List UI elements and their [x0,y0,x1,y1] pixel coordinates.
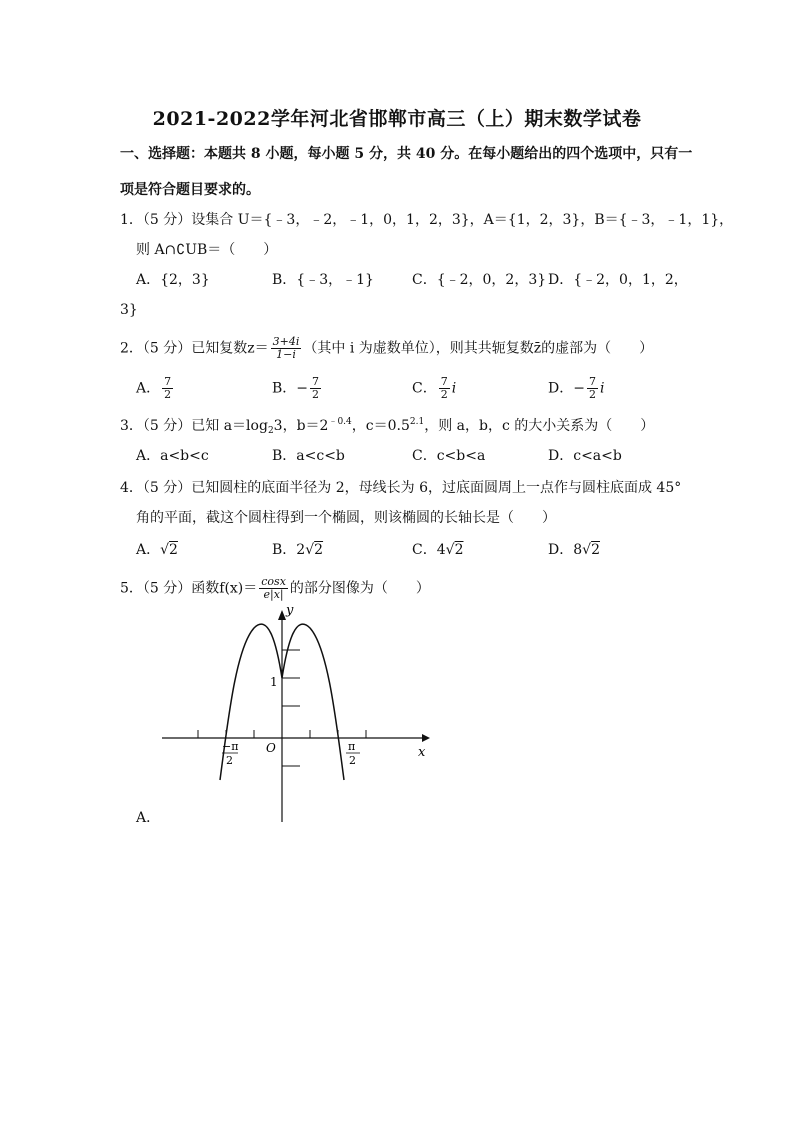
q2-option-a[interactable] [136,376,175,401]
q4-stem-line2: 角的平面，截这个圆柱得到一个椭圆，则该椭圆的长轴长是（ ） [136,510,556,526]
q2-option-b-label: B． [272,380,297,397]
q5-option-a-label[interactable]: A． [136,810,161,826]
section-heading-line1: 一、选择题：本题共 8 小题，每小题 5 分，共 40 分。在每小题给出的四个选项中，只有一 [120,146,693,162]
q2-option-b[interactable] [272,376,323,401]
q5-prefix: 5．（5 分）函数f(x)＝ [120,580,258,597]
q2-option-c-tail: i [451,380,457,397]
q2-option-a-num: 7 [164,375,172,388]
left-tick-label-den: 2 [226,754,233,767]
q1-option-d-continued: 3} [120,302,138,318]
q2-option-b-num: 7 [312,375,320,388]
q2-option-c-den: 2 [440,388,448,401]
q3-exponent-c: 2.1 [409,417,425,427]
q4-option-a-label: A． [136,542,161,558]
q2-option-c-label: C． [412,380,437,397]
q4-option-a[interactable]: A．√2 [136,542,178,558]
x-axis-label: x [418,745,426,760]
q2-option-d-tail: i [599,380,605,397]
q2-option-d-num: 7 [588,375,596,388]
q2-option-b-den: 2 [312,388,320,401]
q3-option-a[interactable]: A．a<b<c [136,448,209,464]
q1-option-d[interactable]: D．{﹣2，0，1，2， [548,272,688,288]
q2-option-b-frac [310,376,321,401]
y-axis-arrow [278,610,286,620]
q2-suffix: （其中 i 为虚数单位），则其共轭复数z̄的虚部为（ ） [303,340,654,357]
q5-frac-num: cosx [261,575,286,588]
q4-option-b-coef: 2 [296,542,306,558]
q2-option-c-num: 7 [440,375,448,388]
q4-option-c-coef: 4 [436,542,446,558]
q3-part4: ，则 a，b，c 的大小关系为（ ） [424,418,655,434]
q3-option-b[interactable]: B．a<c<b [272,448,345,464]
exam-title: 2021-2022学年河北省邯郸市高三（上）期末数学试卷 [152,108,642,130]
q2-fraction [271,336,302,361]
q4-option-c-radicand: 2 [454,542,464,558]
q5-frac-den: e|x| [263,588,284,601]
origin-label: O [266,741,276,755]
q5-stem [120,576,430,601]
left-tick-label: −π [222,740,239,753]
q3-part1: 3．（5 分）已知 a＝log [120,418,268,434]
q2-stem [120,336,653,361]
q4-option-a-radicand: 2 [169,542,178,558]
q2-prefix: 2．（5 分）已知复数z＝ [120,340,269,357]
q2-option-a-den: 2 [164,388,172,401]
q3-option-d[interactable]: D．c<a<b [548,448,622,464]
q4-option-c-label: C． [412,542,437,558]
q4-option-b-label: B． [272,542,297,558]
q2-option-c[interactable] [412,376,456,401]
q3-part3: ，c＝0.5 [351,418,410,434]
q2-option-c-frac [439,376,450,401]
q4-option-d-coef: 8 [573,542,583,558]
q2-option-d-frac [587,376,598,401]
q2-option-b-sign: − [296,380,309,397]
q3-log-base: 2 [267,426,274,436]
q4-option-d[interactable]: D．8√2 [548,542,600,558]
q2-option-d-label: D． [548,380,574,397]
q4-option-c[interactable]: C．4√2 [412,542,464,558]
section-heading-line2: 项是符合题目要求的。 [120,182,260,198]
q1-option-c[interactable]: C．{﹣2，0，2，3} [412,272,547,288]
y-tick-label-1: 1 [270,675,278,689]
q5-option-a-graph[interactable] [150,600,440,830]
q5-suffix: 的部分图像为（ ） [289,580,430,597]
q3-part2: 3，b＝2 [273,418,329,434]
q4-stem-line1: 4．（5 分）已知圆柱的底面半径为 2，母线长为 6，过底面圆周上一点作与圆柱底面成 45° [120,480,682,496]
y-axis-label: y [286,603,294,618]
q1-option-b[interactable]: B．{﹣3，﹣1} [272,272,374,288]
right-tick-label-den: 2 [349,754,356,767]
q5-fraction [259,576,288,601]
q2-option-a-label: A． [136,380,161,397]
q2-option-d-den: 2 [588,388,596,401]
q3-option-c[interactable]: C．c<b<a [412,448,486,464]
q1-stem-line1: 1．（5 分）设集合 U＝{﹣3，﹣2，﹣1，0，1，2，3}，A＝{1，2，3}，B＝{﹣3，﹣1，1}， [120,212,734,228]
q2-frac-num: 3+4i [272,335,300,348]
q3-stem [120,416,654,438]
right-tick-label: π [348,740,356,753]
q4-option-d-label: D． [548,542,574,558]
q1-stem-line2: 则 A∩∁UB＝（ ） [136,242,278,258]
q2-option-d[interactable] [548,376,604,401]
q4-option-d-radicand: 2 [591,542,600,558]
q3-exponent-b: ﹣0.4 [328,417,352,427]
x-axis-arrow [422,734,430,742]
q4-option-b[interactable]: B．2√2 [272,542,324,558]
q2-option-d-sign: − [573,380,585,397]
q2-frac-den: 1−i [276,348,296,361]
q1-option-a[interactable]: A．{2，3} [136,272,210,288]
q2-option-a-frac [162,376,173,401]
q4-option-b-radicand: 2 [314,542,324,558]
